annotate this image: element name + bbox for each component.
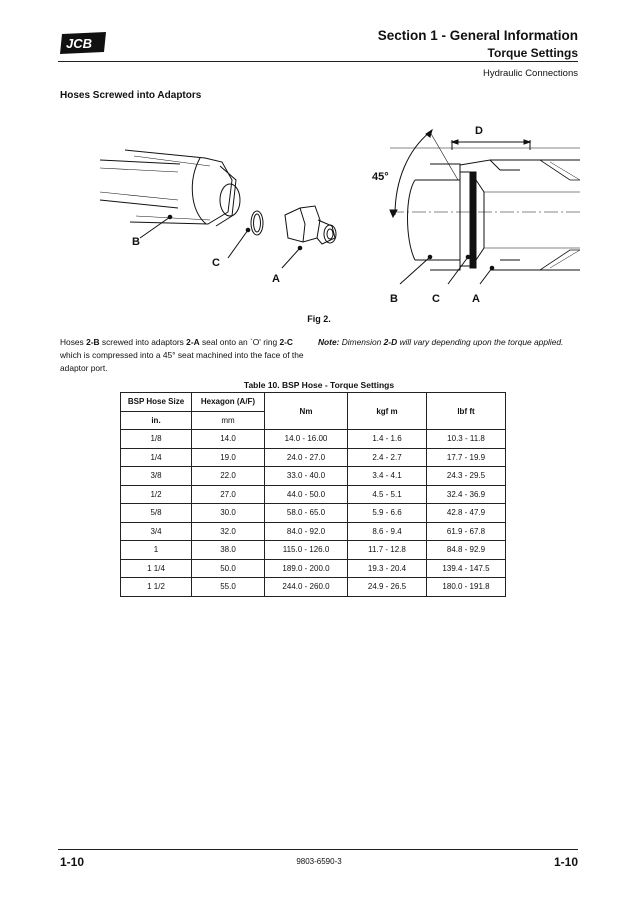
- label-a-right: A: [472, 293, 480, 305]
- page-subtitle: Torque Settings: [487, 46, 578, 60]
- table-cell: 32.4 - 36.9: [427, 485, 506, 504]
- section-title: Section 1 - General Information: [377, 28, 578, 43]
- table-cell: 33.0 - 40.0: [265, 467, 348, 486]
- col-header-lbfft: lbf ft: [427, 393, 506, 430]
- label-b-right: B: [390, 293, 398, 305]
- table-cell: 24.0 - 27.0: [265, 448, 348, 467]
- table-cell: 3/4: [121, 522, 192, 541]
- table-cell: 19.0: [192, 448, 265, 467]
- text: screwed into adaptors: [99, 337, 187, 347]
- table-cell: 58.0 - 65.0: [265, 504, 348, 523]
- table-cell: 30.0: [192, 504, 265, 523]
- table-cell: 139.4 - 147.5: [427, 559, 506, 578]
- text: seal onto an `O' ring: [199, 337, 280, 347]
- table-cell: 1/2: [121, 485, 192, 504]
- table-cell: 1/8: [121, 430, 192, 449]
- table-cell: 3/8: [121, 467, 192, 486]
- table-cell: 1 1/4: [121, 559, 192, 578]
- table-cell: 14.0: [192, 430, 265, 449]
- table-row: [121, 448, 506, 467]
- table-cell: 244.0 - 260.0: [265, 578, 348, 597]
- table-cell: 2.4 - 2.7: [348, 448, 427, 467]
- label-c-left: C: [212, 257, 220, 269]
- label-b-left: B: [132, 236, 140, 248]
- section-view-drawing: [390, 130, 580, 284]
- body-paragraph-left: [60, 336, 310, 375]
- document-number: 9803-6590-3: [296, 857, 342, 866]
- hose-drawing: [100, 150, 240, 238]
- text: Hoses: [60, 337, 87, 347]
- torque-table: [120, 392, 506, 597]
- page-number-right: 1-10: [553, 855, 578, 869]
- label-d: D: [475, 125, 483, 137]
- table-row: [121, 467, 506, 486]
- table-cell: 55.0: [192, 578, 265, 597]
- table-cell: 84.8 - 92.9: [427, 541, 506, 560]
- table-cell: 24.3 - 29.5: [427, 467, 506, 486]
- table-cell: 115.0 - 126.0: [265, 541, 348, 560]
- ref-2b: 2-B: [86, 337, 100, 347]
- table-row: [121, 522, 506, 541]
- col-header-nm: Nm: [265, 393, 348, 430]
- table-cell: 50.0: [192, 559, 265, 578]
- text: Dimension: [339, 337, 384, 347]
- table-row: [121, 541, 506, 560]
- table-cell: 19.3 - 20.4: [348, 559, 427, 578]
- table-cell: 22.0: [192, 467, 265, 486]
- table-cell: 38.0: [192, 541, 265, 560]
- adaptor-drawing: [282, 206, 336, 268]
- label-c-right: C: [432, 293, 440, 305]
- label-a-left: A: [272, 273, 280, 285]
- hose-adaptor-figure: [60, 120, 580, 310]
- table-cell: 189.0 - 200.0: [265, 559, 348, 578]
- note-paragraph: [318, 336, 583, 349]
- table-cell: 10.3 - 11.8: [427, 430, 506, 449]
- table-cell: 84.0 - 92.0: [265, 522, 348, 541]
- col-header-kgfm: kgf m: [348, 393, 427, 430]
- table-row: [121, 578, 506, 597]
- table-row: [121, 559, 506, 578]
- table-row: [121, 504, 506, 523]
- col-header-in: in.: [121, 411, 192, 430]
- col-header-hexagon: Hexagon (A/F): [192, 393, 265, 412]
- table-cell: 3.4 - 4.1: [348, 467, 427, 486]
- footer-divider: [58, 849, 578, 850]
- table-cell: 1: [121, 541, 192, 560]
- table-cell: 4.5 - 5.1: [348, 485, 427, 504]
- col-header-mm: mm: [192, 411, 265, 430]
- table-cell: 1 1/2: [121, 578, 192, 597]
- jcb-logo: [58, 30, 110, 56]
- figure-caption: Fig 2.: [307, 314, 331, 324]
- table-header-row-1: [121, 393, 506, 412]
- ref-2c: 2-C: [279, 337, 293, 347]
- page-number-left: 1-10: [60, 855, 85, 869]
- table-cell: 5.9 - 6.6: [348, 504, 427, 523]
- text: which is compressed into a 45° seat machined into the face of the adaptor port.: [60, 350, 304, 373]
- table-row: [121, 430, 506, 449]
- table-cell: 5/8: [121, 504, 192, 523]
- table-cell: 180.0 - 191.8: [427, 578, 506, 597]
- text: will vary depending upon the torque applied.: [397, 337, 564, 347]
- table-cell: 17.7 - 19.9: [427, 448, 506, 467]
- subsection-title: Hydraulic Connections: [482, 68, 578, 79]
- table-cell: 61.9 - 67.8: [427, 522, 506, 541]
- table-cell: 14.0 - 16.00: [265, 430, 348, 449]
- table-cell: 1.4 - 1.6: [348, 430, 427, 449]
- angle-label: 45°: [372, 171, 389, 183]
- note-label: Note:: [318, 337, 340, 347]
- table-cell: 27.0: [192, 485, 265, 504]
- table-cell: 11.7 - 12.8: [348, 541, 427, 560]
- header-divider: [58, 61, 578, 62]
- table-title: Table 10. BSP Hose - Torque Settings: [243, 380, 395, 390]
- o-ring-drawing: [228, 211, 263, 258]
- ref-2d: 2-D: [383, 337, 398, 347]
- table-cell: 42.8 - 47.9: [427, 504, 506, 523]
- ref-2a: 2-A: [186, 337, 200, 347]
- table-cell: 32.0: [192, 522, 265, 541]
- col-header-bsp: BSP Hose Size: [121, 393, 192, 412]
- section-heading: Hoses Screwed into Adaptors: [60, 90, 202, 101]
- table-cell: 24.9 - 26.5: [348, 578, 427, 597]
- table-cell: 1/4: [121, 448, 192, 467]
- table-cell: 44.0 - 50.0: [265, 485, 348, 504]
- table-cell: 8.6 - 9.4: [348, 522, 427, 541]
- table-row: [121, 485, 506, 504]
- logo-text: JCB: [66, 36, 93, 51]
